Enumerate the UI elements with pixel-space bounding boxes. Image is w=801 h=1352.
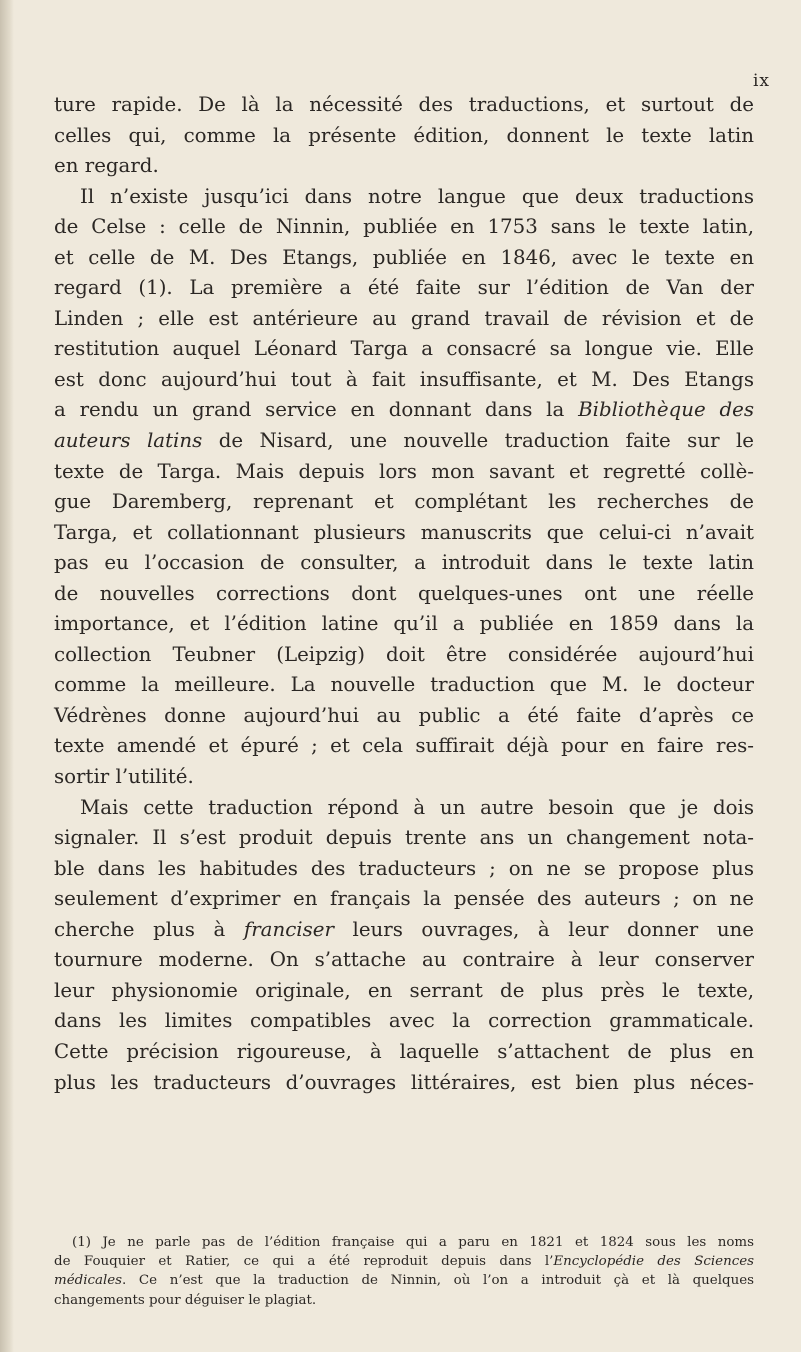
text-line: collection Teubner (Leipzig) doit être considérée aujourd’hui [54, 642, 754, 666]
text-segment: de Fouquier et Ratier, ce qui a été reproduit depuis dans l’ [54, 1254, 554, 1270]
text-line: en regard. [54, 154, 159, 178]
text-line: Il n’existe jusqu’ici dans notre langue que deux traductions [80, 184, 754, 208]
italic-title-medicales: médicales [54, 1273, 123, 1289]
text-segment: . Ce n’est que la traduction de Ninnin, où l’on a introduit çà et là quelques [122, 1273, 754, 1289]
text-line: dans les limites compatibles avec la correction grammaticale. [54, 1009, 754, 1033]
text-line: plus les traducteurs d’ouvrages littéraires, est bien plus néces- [54, 1070, 754, 1094]
text-line: texte de Targa. Mais depuis lors mon savant et regretté collè- [54, 459, 754, 483]
text-line [54, 915, 754, 946]
text-line: ble dans les habitudes des traducteurs ; on ne se propose plus [54, 856, 754, 880]
text-line: texte amendé et épuré ; et cela suffirait déjà pour en faire res- [54, 734, 754, 758]
text-line: tournure moderne. On s’attache au contraire à leur conserver [54, 948, 754, 972]
text-line: Targa, et collationnant plusieurs manuscrits que celui-ci n’avait [54, 520, 754, 544]
text-line: Cette précision rigoureuse, à laquelle s’attachent de plus en [54, 1039, 754, 1063]
text-line: leur physionomie originale, en serrant de plus près le texte, [54, 978, 754, 1002]
text-line: comme la meilleure. La nouvelle traduction que M. le docteur [54, 673, 754, 697]
footnote-block [54, 1233, 754, 1310]
text-line [54, 395, 754, 426]
text-line: de Celse : celle de Ninnin, publiée en 1753 sans le texte latin, [54, 215, 754, 239]
text-line: importance, et l’édition latine qu’il a publiée en 1859 dans la [54, 612, 754, 636]
footnote-line: changements pour déguiser le plagiat. [54, 1292, 317, 1308]
text-line: ture rapide. De là la nécessité des traductions, et surtout de [54, 93, 754, 116]
text-segment: leurs ouvrages, à leur donner une [333, 917, 755, 941]
text-line: Linden ; elle est antérieure au grand travail de révision et de [54, 306, 754, 330]
text-segment: de Nisard, une nouvelle traduction faite sur le [202, 429, 754, 453]
text-line: et celle de M. Des Etangs, publiée en 1846, avec le texte en [54, 245, 754, 269]
text-line: celles qui, comme la présente édition, donnent le texte latin [54, 123, 754, 147]
text-line: regard (1). La première a été faite sur l’édition de Van der [54, 276, 754, 300]
text-segment: cherche plus à [54, 917, 244, 941]
italic-title-bibliotheque: Bibliothèque des [578, 398, 754, 422]
text-line: de nouvelles corrections dont quelques-unes ont une réelle [54, 581, 754, 605]
text-line: Védrènes donne aujourd’hui au public a été faite d’après ce [54, 703, 754, 727]
footnote-line: (1) Je ne parle pas de l’édition française qui a paru en 1821 et 1824 sous les noms [72, 1235, 754, 1250]
text-line: Mais cette traduction répond à un autre besoin que je dois [80, 795, 754, 819]
page-binding-shadow [0, 0, 14, 1352]
text-line: pas eu l’occasion de consulter, a introduit dans le texte latin [54, 551, 754, 575]
text-line: seulement d’exprimer en français la pensée des auteurs ; on ne [54, 887, 754, 911]
text-line: est donc aujourd’hui tout à fait insuffisante, et M. Des Etangs [54, 367, 754, 391]
italic-word-franciser: franciser [243, 917, 334, 941]
text-line: gue Daremberg, reprenant et complétant les recherches de [54, 490, 754, 514]
footnote-line [54, 1271, 754, 1290]
text-line: restitution auquel Léonard Targa a consacré sa longue vie. Elle [54, 337, 754, 361]
text-segment: a rendu un grand service en donnant dans la [54, 398, 579, 422]
page-number: ix [753, 71, 771, 91]
text-line: sortir l’utilité. [54, 765, 194, 789]
text-line [54, 426, 754, 457]
main-text-block [54, 90, 754, 1098]
text-line: signaler. Il s’est produit depuis trente ans un changement nota- [54, 826, 754, 850]
italic-title-auteurs-latins: auteurs latins [54, 429, 203, 453]
footnote-line [54, 1252, 754, 1271]
italic-title-encyclopedie: Encyclopédie des Sciences [553, 1254, 754, 1270]
